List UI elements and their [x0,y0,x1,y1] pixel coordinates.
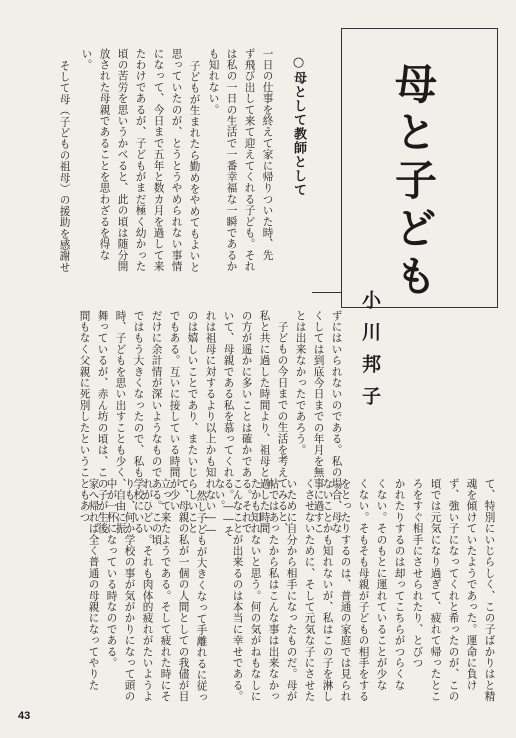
text-column: 中が一杯になっている時なのである。 [105,478,118,669]
text-column: れがひどい。それも肉体的疲れがたいようよ [141,478,154,702]
text-column: くしては到底今日までの年月を無事に過すこ [312,310,325,534]
text-column: たわけであるが、子どもがまだ極く幼かった [134,48,147,272]
author-name: 小川邦子 [359,290,381,418]
text-column: 子どもの今日までの生活を考えてみると、 [276,321,289,534]
text-column: ず、強い子になってくれと希ったのが、この [447,478,460,702]
text-column: りも、何か学校の事が気がかりになって頭の [123,478,136,702]
text-column: をとったりするのは、普通の家庭では見られ [339,478,352,702]
text-column: だけに余計情が深いようなものである。この頃 [150,310,163,546]
text-column: そして母（子どもの祖母）の援助を感謝せ [58,60,71,273]
text-column: の方が遥かに多いことは確かである。それで [240,310,253,534]
text-column: 時、子どもを思い出すことも少く、自由に振 [114,310,127,534]
divider-line [312,292,342,293]
text-column: て、母親の私が一個の人間としての我儘が目 [177,478,190,702]
text-column: たかも知れないと思う。何の気がねもなしに [249,478,262,702]
text-column: 舞っているが、赤ん坊の頃は、この子が生後 [96,310,109,534]
text-column: は私の一日の生活で一番幸福な一瞬であるか [225,48,238,272]
text-column: ない。 [213,478,226,512]
text-column: て、特別にいじらしく、この子ばかりはと精 [483,478,496,702]
text-column: でもある。互いに接している時間が少い [168,310,181,512]
text-column: 子どもが生まれたら勤めをやめてもよいと [188,60,201,273]
text-column: 一日の仕事を終えて家に帰りついた時、先 [261,48,274,261]
text-column: ろをすぐ相手にさせられたり、とびつ [411,478,424,669]
text-column: くない。そもそも母親が子どもの相手をする [357,478,370,702]
text-column: ないことかも知れないが、私はこの子を淋し [321,478,334,702]
text-column: 魂を傾けていたようであった。運命に負け [465,478,478,691]
text-column: い。 [80,48,93,71]
text-column: くさせないために、そして元気な子にさせた [303,478,316,702]
text-column: 然し子どもが大きくなって手離れるに従っ [195,490,208,703]
text-column: いために自分から相手になったものだ。母が [285,478,298,702]
text-column: かれたりするのは却ってこちらがつらくな [393,478,406,691]
text-column: も知れない。 [207,48,220,116]
section-heading: ○母として教師として [291,55,306,197]
text-column: とは出来なかったであろう。 [294,310,307,456]
text-column: 思っていたのが、とうとうやめられない事情 [170,48,183,272]
article-title: 母と子ども [389,62,438,302]
text-column: ではもう大きくなったので、私も学校にいる [132,310,145,534]
text-column: 放された母親であることを思わざるを得な [98,48,111,261]
text-column: のは嬉しいことであり、またいじらしいこと [186,310,199,534]
text-column: いて、母親である私を慕ってくれる。――そ [222,310,235,537]
text-column: ず飛び出して来て迎えてくれる子ども。それ [243,48,256,272]
text-column: 帖ではあったから私はこんな事は出来なかっ [267,478,280,702]
text-column: くない。そのもとに運れていることが少な [375,478,388,691]
text-column: 頃の苦労を思いうかべると、此の頃は随分開 [116,48,129,272]
text-column: になって、今日まで五年と数カ月を過して来 [152,48,165,272]
text-column: 立って来たようである。そして疲れた時にそ [159,478,172,702]
text-column: 頃では元気になり過ぎて、疲れて帰ったとこ [429,478,442,702]
text-column: 私と共に過した時間より、祖母と過した時間 [258,310,271,534]
text-column: こんなことが出来るのは本当に幸せである。 [231,478,244,702]
page-number: 43 [18,710,31,722]
text-column: れは祖母に対するより以上かも知れない―― [204,310,217,537]
text-column: ずにはいられないのである。私の場合、母な [330,310,343,534]
text-column: 家へ帰れば全く普通の母親になってやりた [87,478,100,691]
text-column: 間もなく父親に死別したということもあつ [78,310,91,523]
